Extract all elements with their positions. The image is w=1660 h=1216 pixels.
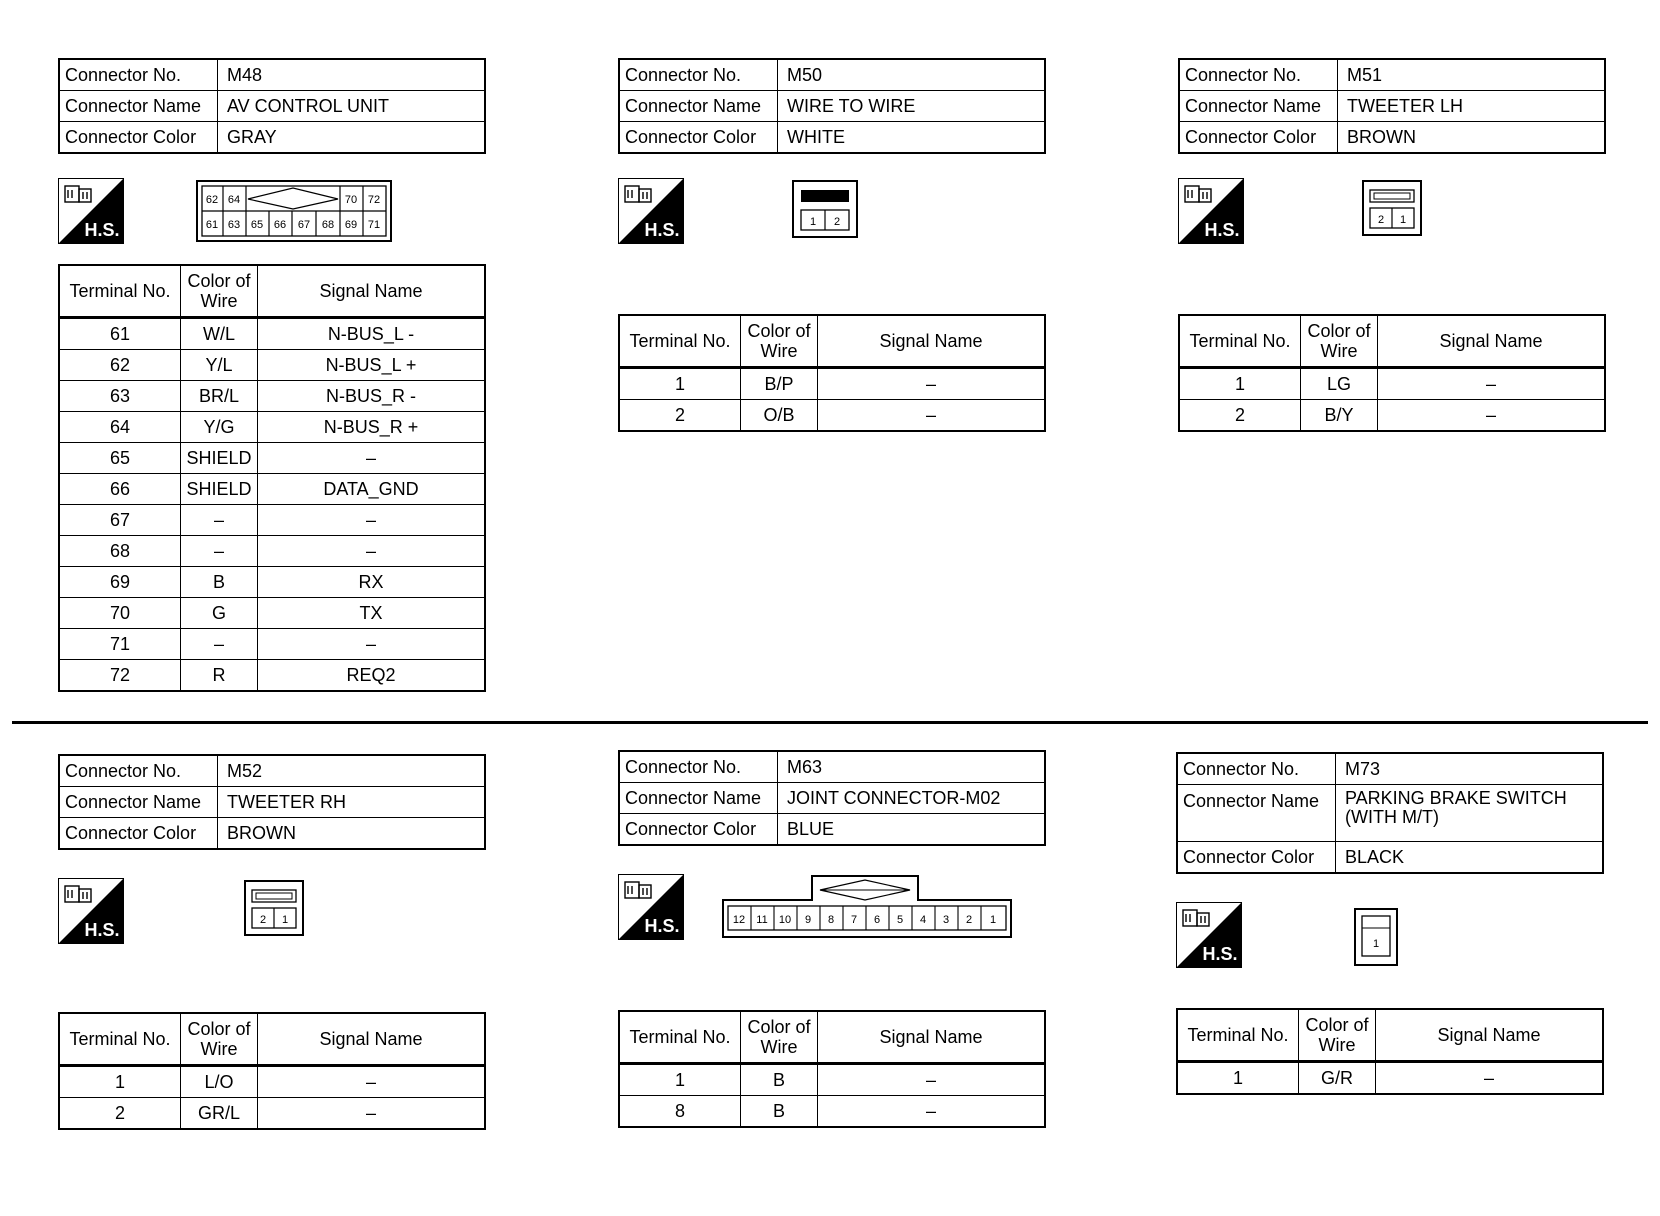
connector-name-value: WIRE TO WIRE	[778, 91, 1046, 122]
table-row	[619, 1096, 1045, 1128]
connector-block-m52	[58, 754, 488, 1130]
connector-name-label: Connector Name	[1179, 91, 1338, 122]
signal-name-cell: REQ2	[258, 660, 486, 692]
table-row	[59, 412, 485, 443]
connector-figure-row	[618, 846, 1048, 1010]
pin-label: 4	[919, 914, 927, 926]
connector-face-diagram	[1354, 908, 1398, 966]
pin-label: 2	[259, 914, 267, 926]
terminal-no-cell: 70	[59, 598, 181, 629]
wire-color-cell: L/O	[181, 1066, 258, 1098]
connector-name-value: TWEETER RH	[218, 787, 486, 818]
connector-color-value: GRAY	[218, 122, 486, 154]
harness-side-badge	[58, 878, 124, 944]
pin-label: 67	[297, 219, 311, 231]
connector-face-diagram	[722, 874, 1012, 938]
connector-info-table	[58, 754, 486, 850]
connector-info-table	[618, 750, 1046, 846]
pin-label: 1	[1399, 214, 1407, 226]
connector-color-label: Connector Color	[619, 814, 778, 846]
terminal-no-header: Terminal No.	[59, 265, 181, 318]
connector-figure-row	[1178, 154, 1608, 314]
terminal-table	[58, 1012, 486, 1130]
connector-name-label: Connector Name	[1177, 785, 1336, 842]
terminal-no-cell: 2	[59, 1098, 181, 1130]
connector-no-value: M50	[778, 59, 1046, 91]
table-row	[619, 368, 1045, 400]
connector-name-label: Connector Name	[619, 783, 778, 814]
connector-color-label: Connector Color	[1179, 122, 1338, 154]
signal-name-cell: –	[818, 1096, 1046, 1128]
wire-color-cell: G	[181, 598, 258, 629]
pin-label: 63	[227, 219, 241, 231]
wire-color-cell: BR/L	[181, 381, 258, 412]
terminal-no-cell: 62	[59, 350, 181, 381]
wire-color-cell: LG	[1301, 368, 1378, 400]
terminal-no-cell: 68	[59, 536, 181, 567]
connector-face-diagram	[196, 180, 392, 242]
pin-label: 3	[942, 914, 950, 926]
terminal-no-header: Terminal No.	[1179, 315, 1301, 368]
connector-no-value: M63	[778, 751, 1046, 783]
signal-name-cell: TX	[258, 598, 486, 629]
terminal-table	[58, 264, 486, 692]
terminal-no-cell: 2	[1179, 400, 1301, 432]
connector-block-m48	[58, 58, 488, 692]
connector-block-m51	[1178, 58, 1608, 432]
terminal-no-cell: 8	[619, 1096, 741, 1128]
table-row	[59, 629, 485, 660]
signal-name-header: Signal Name	[1378, 315, 1606, 368]
terminal-no-header: Terminal No.	[59, 1013, 181, 1066]
terminal-no-cell: 1	[59, 1066, 181, 1098]
signal-name-cell: RX	[258, 567, 486, 598]
connector-no-label: Connector No.	[59, 59, 218, 91]
pin-label: 10	[778, 914, 792, 926]
pin-label: 69	[344, 219, 358, 231]
connector-color-label: Connector Color	[59, 818, 218, 850]
connector-color-value: BLUE	[778, 814, 1046, 846]
connector-info-table	[58, 58, 486, 154]
connector-name-label: Connector Name	[619, 91, 778, 122]
connector-face-diagram	[244, 880, 304, 936]
wire-color-header: Color of Wire	[181, 1013, 258, 1066]
table-row	[619, 1064, 1045, 1096]
terminal-no-cell: 1	[619, 1064, 741, 1096]
connector-figure-row	[58, 154, 488, 264]
pin-label: 66	[273, 219, 287, 231]
connector-no-label: Connector No.	[619, 59, 778, 91]
pin-label: 68	[321, 219, 335, 231]
terminal-table	[618, 314, 1046, 432]
wire-color-header: Color of Wire	[181, 265, 258, 318]
pin-label: 1	[809, 216, 817, 228]
wire-color-cell: Y/L	[181, 350, 258, 381]
connector-name-value: JOINT CONNECTOR-M02	[778, 783, 1046, 814]
connector-face-diagram	[792, 180, 858, 238]
connector-block-m50	[618, 58, 1048, 432]
signal-name-cell: –	[818, 368, 1046, 400]
connector-no-value: M48	[218, 59, 486, 91]
pin-label: 70	[344, 194, 358, 206]
wire-color-cell: W/L	[181, 318, 258, 350]
signal-name-header: Signal Name	[818, 315, 1046, 368]
wire-color-header: Color of Wire	[741, 315, 818, 368]
terminal-table	[1176, 1008, 1604, 1095]
pin-label: 6	[873, 914, 881, 926]
wire-color-cell: B/Y	[1301, 400, 1378, 432]
terminal-no-header: Terminal No.	[619, 1011, 741, 1064]
pin-label: 2	[965, 914, 973, 926]
signal-name-cell: –	[1378, 368, 1606, 400]
connector-no-value: M52	[218, 755, 486, 787]
harness-side-badge	[618, 178, 684, 244]
terminal-table	[618, 1010, 1046, 1128]
signal-name-cell: –	[1378, 400, 1606, 432]
wire-color-header: Color of Wire	[1301, 315, 1378, 368]
terminal-no-cell: 61	[59, 318, 181, 350]
wire-color-header: Color of Wire	[741, 1011, 818, 1064]
connector-figure-row	[1176, 874, 1606, 1008]
terminal-no-cell: 71	[59, 629, 181, 660]
signal-name-cell: –	[258, 1066, 486, 1098]
connector-figure-row	[618, 154, 1048, 314]
signal-name-cell: DATA_GND	[258, 474, 486, 505]
table-row	[1177, 1062, 1603, 1095]
signal-name-header: Signal Name	[258, 1013, 486, 1066]
connector-name-label: Connector Name	[59, 787, 218, 818]
table-row	[1179, 400, 1605, 432]
terminal-no-cell: 63	[59, 381, 181, 412]
connector-no-label: Connector No.	[1177, 753, 1336, 785]
hs-badge-label: H.S.	[644, 916, 680, 936]
connector-no-value: M73	[1336, 753, 1604, 785]
harness-side-badge	[618, 874, 684, 940]
table-row	[59, 660, 485, 692]
signal-name-cell: N-BUS_L +	[258, 350, 486, 381]
pin-label: 5	[896, 914, 904, 926]
connector-color-value: BLACK	[1336, 842, 1604, 874]
table-row	[1179, 368, 1605, 400]
connector-color-value: WHITE	[778, 122, 1046, 154]
signal-name-cell: –	[258, 629, 486, 660]
connector-name-value: TWEETER LH	[1338, 91, 1606, 122]
connector-color-value: BROWN	[1338, 122, 1606, 154]
connector-face-diagram	[1362, 180, 1422, 236]
connector-no-label: Connector No.	[619, 751, 778, 783]
connector-no-label: Connector No.	[1179, 59, 1338, 91]
terminal-no-cell: 65	[59, 443, 181, 474]
connector-color-value: BROWN	[218, 818, 486, 850]
pin-label: 1	[989, 914, 997, 926]
terminal-no-cell: 67	[59, 505, 181, 536]
terminal-no-cell: 1	[1177, 1062, 1299, 1095]
terminal-no-cell: 2	[619, 400, 741, 432]
hs-badge-label: H.S.	[1202, 944, 1238, 964]
hs-badge-label: H.S.	[1204, 220, 1240, 240]
wire-color-cell: GR/L	[181, 1098, 258, 1130]
wire-color-cell: G/R	[1299, 1062, 1376, 1095]
connector-block-m63	[618, 750, 1048, 1128]
terminal-no-cell: 69	[59, 567, 181, 598]
pin-label: 71	[367, 219, 381, 231]
signal-name-cell: –	[1376, 1062, 1604, 1095]
connector-block-m73	[1176, 752, 1606, 1095]
harness-side-badge	[1178, 178, 1244, 244]
wire-color-cell: B	[741, 1064, 818, 1096]
connector-info-table	[1178, 58, 1606, 154]
terminal-no-cell: 64	[59, 412, 181, 443]
wire-color-cell: B	[741, 1096, 818, 1128]
terminal-no-cell: 1	[1179, 368, 1301, 400]
terminal-no-cell: 66	[59, 474, 181, 505]
harness-side-badge	[1176, 902, 1242, 968]
terminal-table	[1178, 314, 1606, 432]
signal-name-cell: N-BUS_R -	[258, 381, 486, 412]
pin-label: 2	[1377, 214, 1385, 226]
table-row	[619, 400, 1045, 432]
pin-label: 2	[833, 216, 841, 228]
table-row	[59, 1098, 485, 1130]
table-row	[59, 318, 485, 350]
wire-color-header: Color of Wire	[1299, 1009, 1376, 1062]
section-divider	[12, 721, 1648, 724]
pin-label: 11	[756, 914, 768, 926]
wire-color-cell: SHIELD	[181, 443, 258, 474]
wire-color-cell: B	[181, 567, 258, 598]
table-row	[59, 567, 485, 598]
hs-badge-label: H.S.	[84, 220, 120, 240]
connector-no-value: M51	[1338, 59, 1606, 91]
pin-label: 72	[367, 194, 381, 206]
signal-name-cell: –	[258, 443, 486, 474]
table-row	[59, 381, 485, 412]
connector-figure-row	[58, 850, 488, 1012]
wire-color-cell: –	[181, 536, 258, 567]
table-row	[59, 505, 485, 536]
connector-color-label: Connector Color	[1177, 842, 1336, 874]
pin-label: 61	[205, 219, 219, 231]
connector-info-table	[618, 58, 1046, 154]
wire-color-cell: B/P	[741, 368, 818, 400]
signal-name-cell: N-BUS_R +	[258, 412, 486, 443]
signal-name-cell: –	[258, 536, 486, 567]
harness-side-badge	[58, 178, 124, 244]
table-row	[59, 443, 485, 474]
wire-color-cell: SHIELD	[181, 474, 258, 505]
table-row	[59, 350, 485, 381]
wire-color-cell: O/B	[741, 400, 818, 432]
hs-badge-label: H.S.	[644, 220, 680, 240]
signal-name-header: Signal Name	[1376, 1009, 1604, 1062]
table-row	[59, 598, 485, 629]
signal-name-cell: –	[818, 400, 1046, 432]
connector-info-table	[1176, 752, 1604, 874]
pin-label: 9	[804, 914, 812, 926]
terminal-no-header: Terminal No.	[619, 315, 741, 368]
connector-no-label: Connector No.	[59, 755, 218, 787]
pin-label: 8	[827, 914, 835, 926]
wire-color-cell: R	[181, 660, 258, 692]
pin-label: 7	[850, 914, 858, 926]
signal-name-header: Signal Name	[818, 1011, 1046, 1064]
pin-label: 65	[250, 219, 264, 231]
signal-name-cell: –	[258, 1098, 486, 1130]
pin-label: 64	[227, 194, 241, 206]
pin-label: 1	[281, 914, 289, 926]
pin-label: 12	[732, 914, 746, 926]
connector-color-label: Connector Color	[619, 122, 778, 154]
terminal-no-cell: 1	[619, 368, 741, 400]
pin-label: 62	[205, 194, 219, 206]
connector-name-value: AV CONTROL UNIT	[218, 91, 486, 122]
connector-color-label: Connector Color	[59, 122, 218, 154]
terminal-no-cell: 72	[59, 660, 181, 692]
table-row	[59, 1066, 485, 1098]
signal-name-header: Signal Name	[258, 265, 486, 318]
signal-name-cell: –	[258, 505, 486, 536]
signal-name-cell: N-BUS_L -	[258, 318, 486, 350]
table-row	[59, 474, 485, 505]
wire-color-cell: –	[181, 629, 258, 660]
connector-name-value: PARKING BRAKE SWITCH (WITH M/T)	[1336, 785, 1604, 842]
terminal-no-header: Terminal No.	[1177, 1009, 1299, 1062]
signal-name-cell: –	[818, 1064, 1046, 1096]
hs-badge-label: H.S.	[84, 920, 120, 940]
wire-color-cell: Y/G	[181, 412, 258, 443]
pin-label: 1	[1372, 938, 1380, 950]
connector-name-label: Connector Name	[59, 91, 218, 122]
table-row	[59, 536, 485, 567]
wire-color-cell: –	[181, 505, 258, 536]
